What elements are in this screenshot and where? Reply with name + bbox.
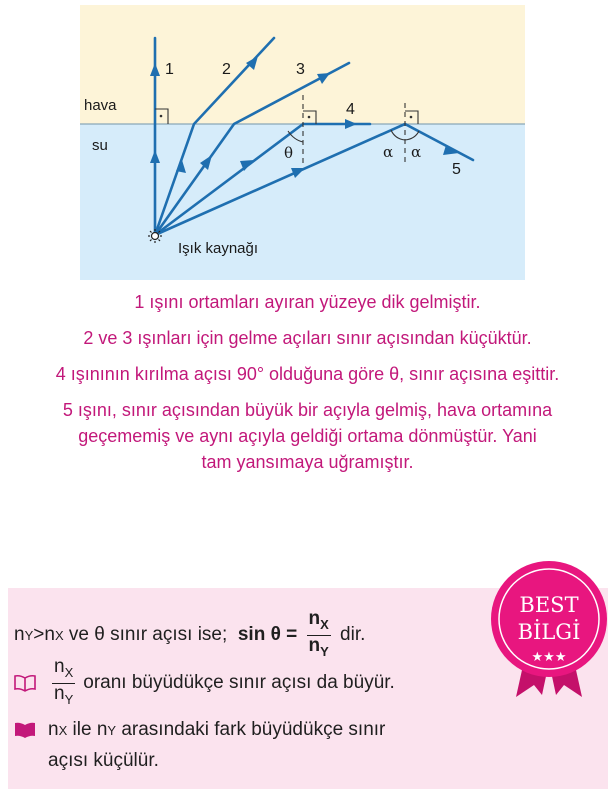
ray-label-5: 5 xyxy=(452,161,461,178)
critical-angle-formula xyxy=(14,609,365,662)
best-bilgi-badge xyxy=(486,557,612,699)
right-angle-dot-5 xyxy=(410,116,413,119)
bullet-2-line2-text: açısı küçülür. xyxy=(48,750,159,771)
bullet-2 xyxy=(14,719,385,741)
n-sub-x: X xyxy=(54,627,64,643)
formula-fraction xyxy=(307,609,331,662)
refraction-diagram xyxy=(0,0,615,300)
ray-label-2: 2 xyxy=(222,61,231,78)
ray-label-4: 4 xyxy=(346,101,355,118)
frac-num-sub: X xyxy=(320,616,329,632)
ratio-den: n xyxy=(54,682,65,704)
bullet-2-mid: ile n xyxy=(67,719,108,740)
medium-label-air: hava xyxy=(84,97,117,114)
right-angle-dot-1 xyxy=(160,115,163,118)
ray-label-3: 3 xyxy=(296,61,305,78)
caption-1: 1 ışını ortamları ayıran yüzeye dik gelmiştir. xyxy=(134,292,481,312)
bullet-1-text: oranı büyüdükçe sınır açısı da büyür. xyxy=(83,672,395,694)
frac-den: n xyxy=(308,634,321,656)
n-sub-y: Y xyxy=(24,627,34,643)
caption-6: tam yansımaya uğramıştır. xyxy=(201,452,414,472)
frac-num: n xyxy=(308,608,321,629)
open-book-outline-icon xyxy=(14,674,36,692)
sin-text: sin θ = xyxy=(237,624,303,646)
bullet-1 xyxy=(14,657,395,710)
ratio-fraction xyxy=(52,657,75,710)
caption-2: 2 ve 3 ışınları için gelme açıları sınır açısından küçüktür. xyxy=(83,328,532,348)
badge-stars: ★★★ xyxy=(531,650,567,665)
n-letter: n xyxy=(14,624,25,646)
caption-4: 5 ışını, sınır açısından büyük bir açıyla gelmiş, hava ortamına xyxy=(62,400,553,420)
open-book-filled-icon xyxy=(14,721,36,739)
caption-3: 4 ışınının kırılma açısı 90° olduğuna göre θ, sınır açısına eşittir. xyxy=(55,364,560,384)
alpha-label-right: α xyxy=(411,143,422,161)
ratio-den-sub: Y xyxy=(64,691,74,707)
frac-den-sub: Y xyxy=(320,643,329,659)
badge-line-1: BEST xyxy=(519,593,579,617)
medium-label-water: su xyxy=(92,137,108,154)
condition-text: ve θ sınır açısı ise; xyxy=(63,624,238,646)
water-region xyxy=(80,124,525,280)
ray-label-1: 1 xyxy=(165,61,174,78)
alpha-label-left: α xyxy=(383,143,394,161)
bullet-2-sub-x: X xyxy=(58,722,68,738)
right-angle-dot-4 xyxy=(308,116,311,119)
caption-5: geçememiş ve aynı açıyla geldiği ortama dönmüştür. Yani xyxy=(78,426,537,446)
theta-label: θ xyxy=(284,144,294,162)
bullet-2-rest: arasındaki fark büyüdükçe sınır xyxy=(116,719,386,740)
gt-symbol: > xyxy=(33,624,45,646)
bullet-2-n1: n xyxy=(48,719,59,740)
formula-suffix: dir. xyxy=(334,624,366,646)
bullet-2-sub-y: Y xyxy=(107,722,117,738)
badge-line-2: BİLGİ xyxy=(517,620,581,644)
ratio-num-sub: X xyxy=(64,664,74,680)
source-label: Işık kaynağı xyxy=(178,240,259,257)
ratio-num: n xyxy=(54,656,65,677)
bullet-2-line-2 xyxy=(48,750,159,772)
n-letter-2: n xyxy=(44,624,55,646)
